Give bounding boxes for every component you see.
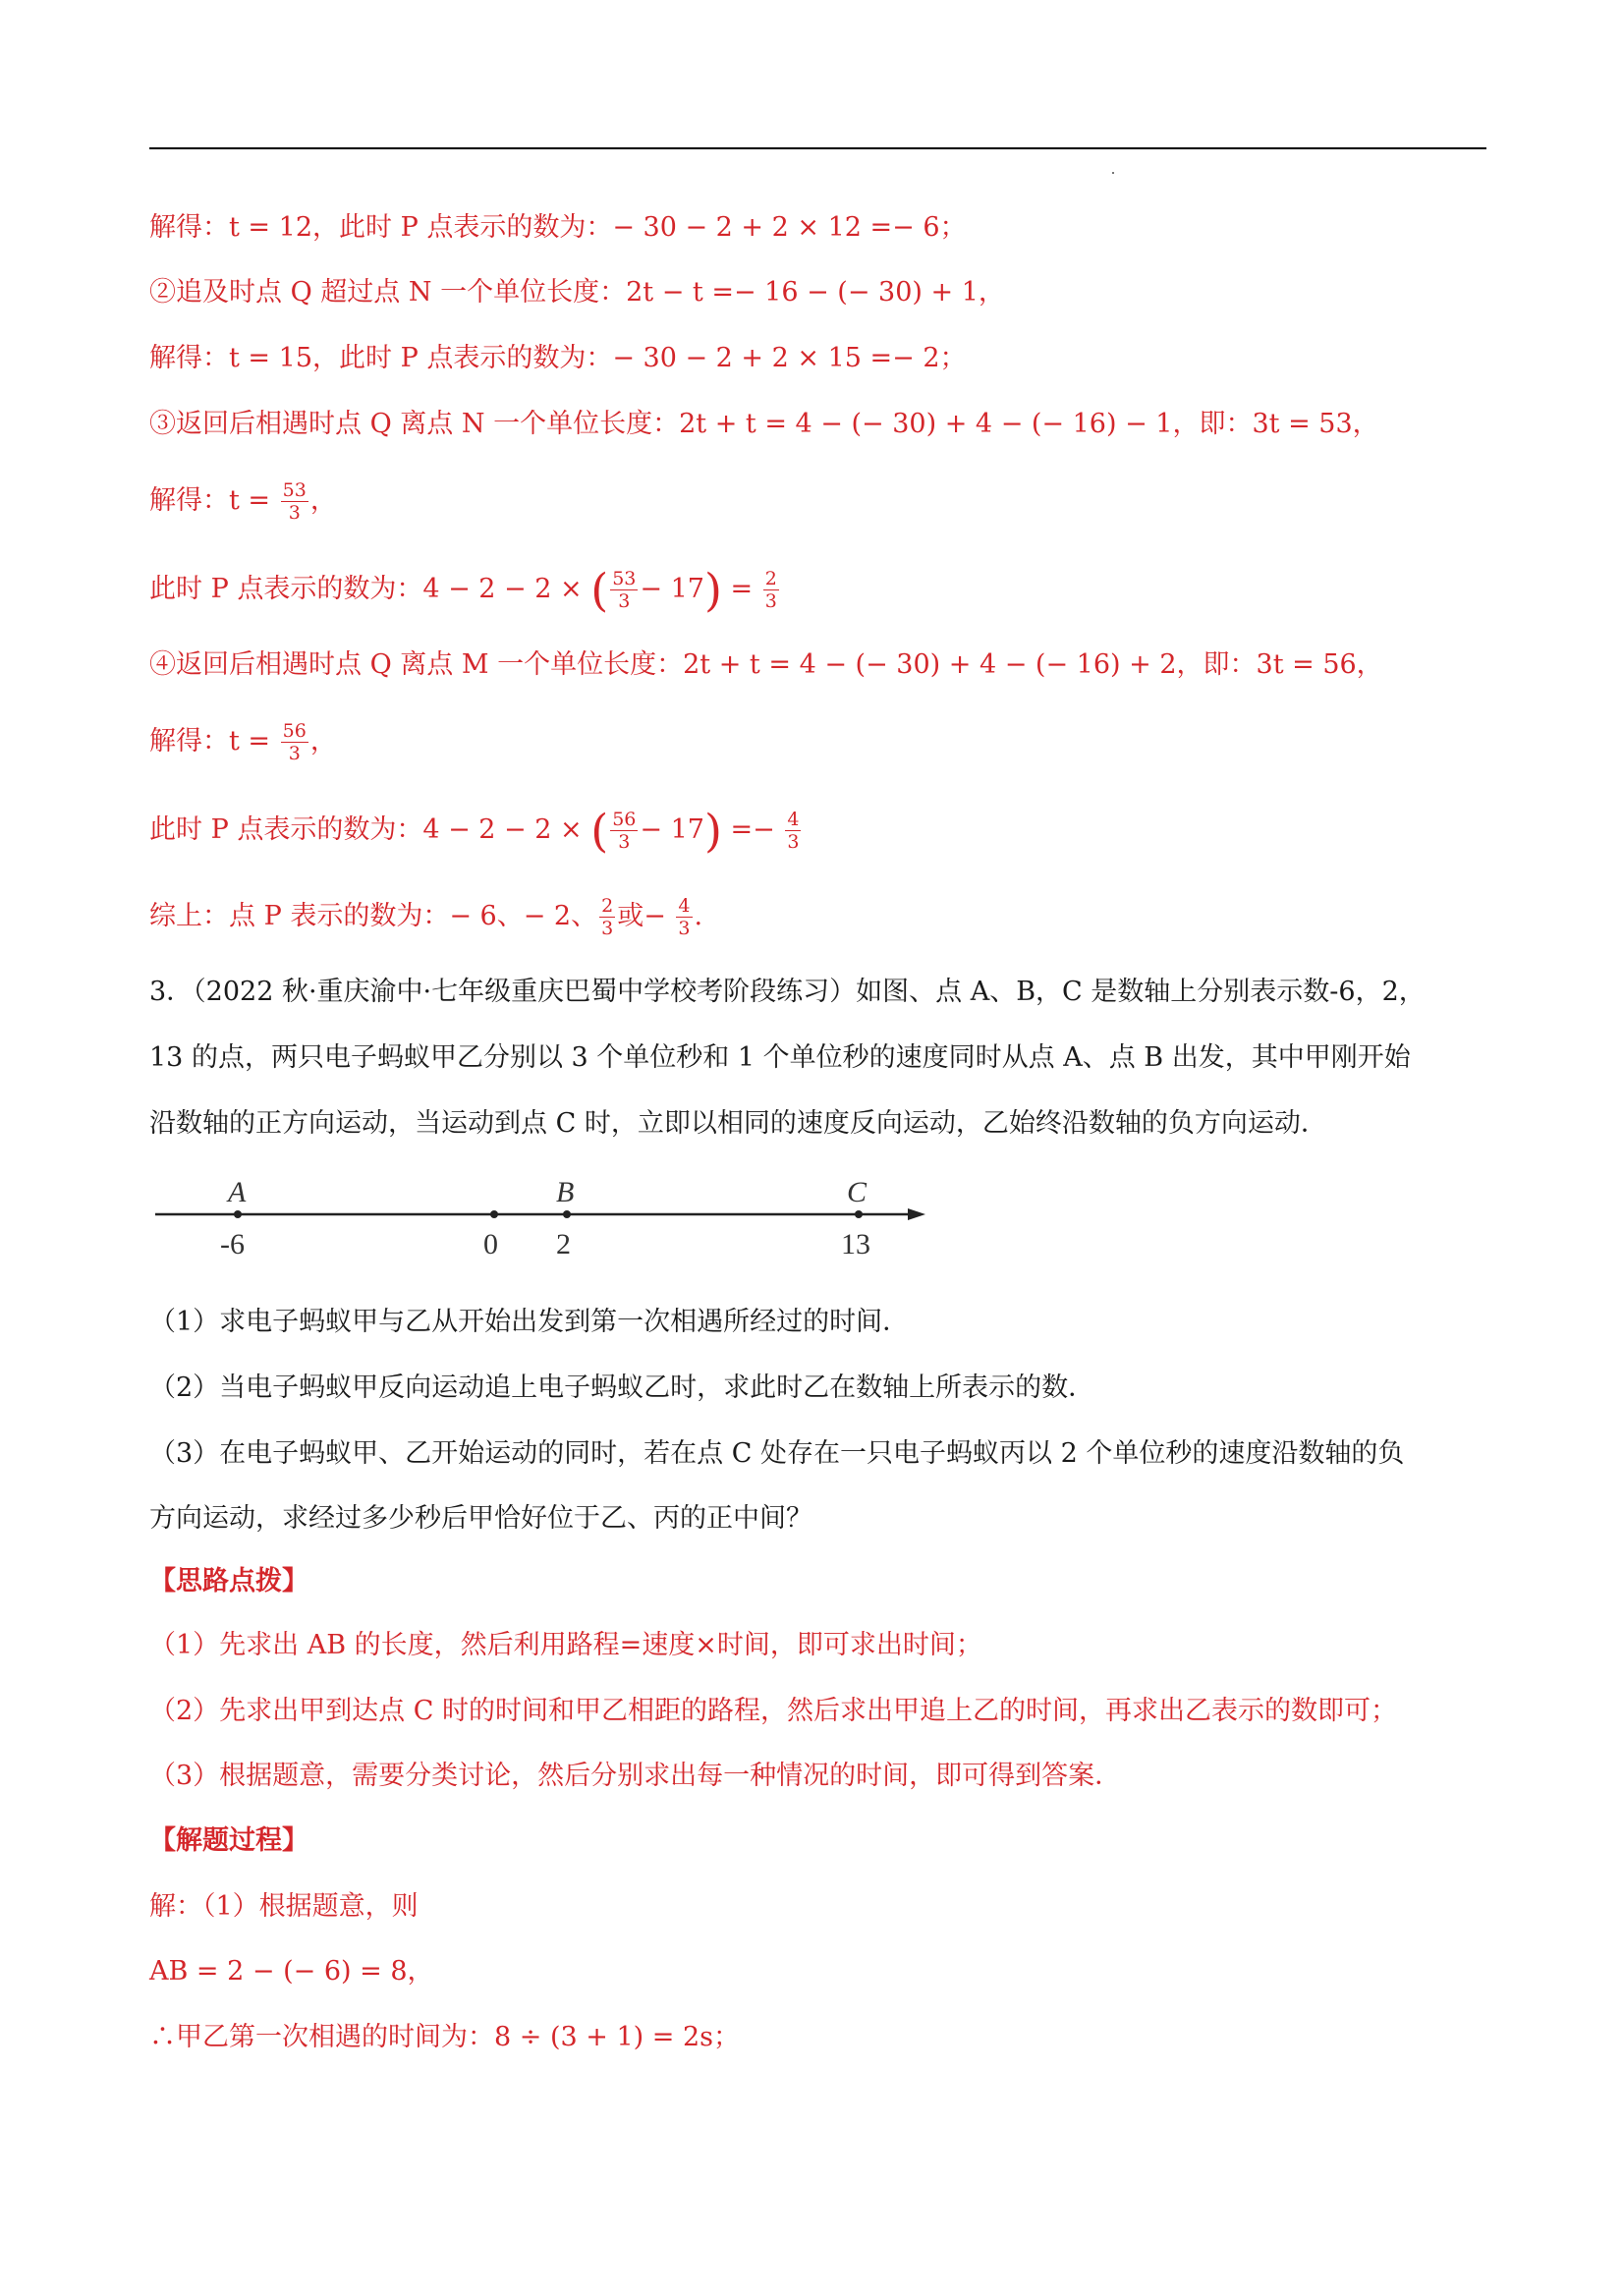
- hint-3: （3）根据题意，需要分类讨论，然后分别求出每一种情况的时间，即可得到答案．: [149, 1761, 1122, 1791]
- solution-line-3: 解得：t = 15，此时 P 点表示的数为：− 30 − 2 + 2 × 15 =− 2；: [149, 343, 967, 373]
- question-2: （2）当电子蚂蚁甲反向运动追上电子蚂蚁乙时，求此时乙在数轴上所表示的数．: [149, 1372, 1095, 1403]
- solution-line-1: 解得：t = 12，此时 P 点表示的数为：− 30 − 2 + 2 × 12 =− 6；: [149, 212, 967, 243]
- solution-line-4: ③返回后相遇时点 Q 离点 N 一个单位长度：2t + t = 4 − (− 30) + 4 − (− 16) − 1，即：3t = 53，: [149, 409, 1379, 439]
- point-C-dot: [855, 1210, 863, 1218]
- solution-line-8: 解得：t = $\frac{56}{3}$ ，: [149, 720, 337, 764]
- tick-B: 2: [556, 1228, 571, 1260]
- solution-line-2: ②追及时点 Q 超过点 N 一个单位长度：2t − t =− 16 − (− 30) + 1，: [149, 277, 1005, 308]
- question-3-cont: 方向运动，求经过多少秒后甲恰好位于乙、丙的正中间？: [149, 1503, 812, 1534]
- solution-conclusion: 综上：点 P 表示的数为：− 6、− 2、 $\frac{2}{3}$ 或− $\frac{4}{3}$ .: [149, 895, 703, 939]
- solution-line-5: 解得：t = $\frac{53}{3}$ ，: [149, 479, 337, 524]
- point-A-dot: [234, 1210, 242, 1218]
- point-0-dot: [490, 1210, 498, 1218]
- problem-line-1: 3．（2022 秋·重庆渝中·七年级重庆巴蜀中学校考阶段练习）如图、点 A、B，C 是数轴上分别表示数-6，2，: [149, 977, 1426, 1007]
- number-line-arrow: [908, 1208, 925, 1220]
- tick-A: -6: [220, 1228, 245, 1260]
- label-B: B: [556, 1176, 575, 1208]
- question-1: （1）求电子蚂蚁甲与乙从开始出发到第一次相遇所经过的时间．: [149, 1307, 910, 1337]
- hint-2: （2）先求出甲到达点 C 时的时间和甲乙相距的路程，然后求出甲追上乙的时间，再求出乙表示的数即可；: [149, 1696, 1397, 1726]
- solution-title: 【解题过程】: [149, 1825, 308, 1856]
- point-B-dot: [563, 1210, 571, 1218]
- solution-step-1: 解：（1）根据题意，则: [149, 1891, 419, 1922]
- hint-title: 【思路点拨】: [149, 1566, 308, 1596]
- question-3: （3）在电子蚂蚁甲、乙开始运动的同时，若在点 C 处存在一只电子蚂蚁丙以 2 个单位秒的速度沿数轴的负: [149, 1438, 1405, 1469]
- label-A: A: [228, 1176, 247, 1208]
- number-line-figure: [149, 1169, 935, 1267]
- solution-step-3: ∴甲乙第一次相遇的时间为：8 ÷ (3 + 1) = 2s；: [149, 2022, 740, 2052]
- hint-1: （1）先求出 AB 的长度，然后利用路程=速度×时间，即可求出时间；: [149, 1630, 982, 1660]
- label-C: C: [847, 1176, 867, 1208]
- tick-C: 13: [841, 1228, 870, 1260]
- solution-line-7: ④返回后相遇时点 Q 离点 M 一个单位长度：2t + t = 4 − (− 30) + 4 − (− 16) + 2，即：3t = 56，: [149, 649, 1383, 680]
- solution-step-2: AB = 2 − (− 6) = 8，: [149, 1956, 434, 1987]
- problem-line-3: 沿数轴的正方向运动，当运动到点 C 时，立即以相同的速度反向运动，乙始终沿数轴的负方向运动．: [149, 1108, 1327, 1139]
- solution-line-9: 此时 P 点表示的数为：4 − 2 − 2 × ( $\frac{56}{3}$ − 17) =− $\frac{4}{3}$: [149, 804, 800, 858]
- header-rule: [149, 147, 1486, 149]
- problem-line-2: 13 的点，两只电子蚂蚁甲乙分别以 3 个单位秒和 1 个单位秒的速度同时从点 A、点 B 出发，其中甲刚开始: [149, 1042, 1411, 1073]
- solution-line-6: 此时 P 点表示的数为：4 − 2 − 2 × ( $\frac{53}{3}$ − 17) = $\frac{2}{3}$: [149, 563, 777, 617]
- tick-0: 0: [483, 1228, 498, 1260]
- header-dot: [1112, 172, 1114, 174]
